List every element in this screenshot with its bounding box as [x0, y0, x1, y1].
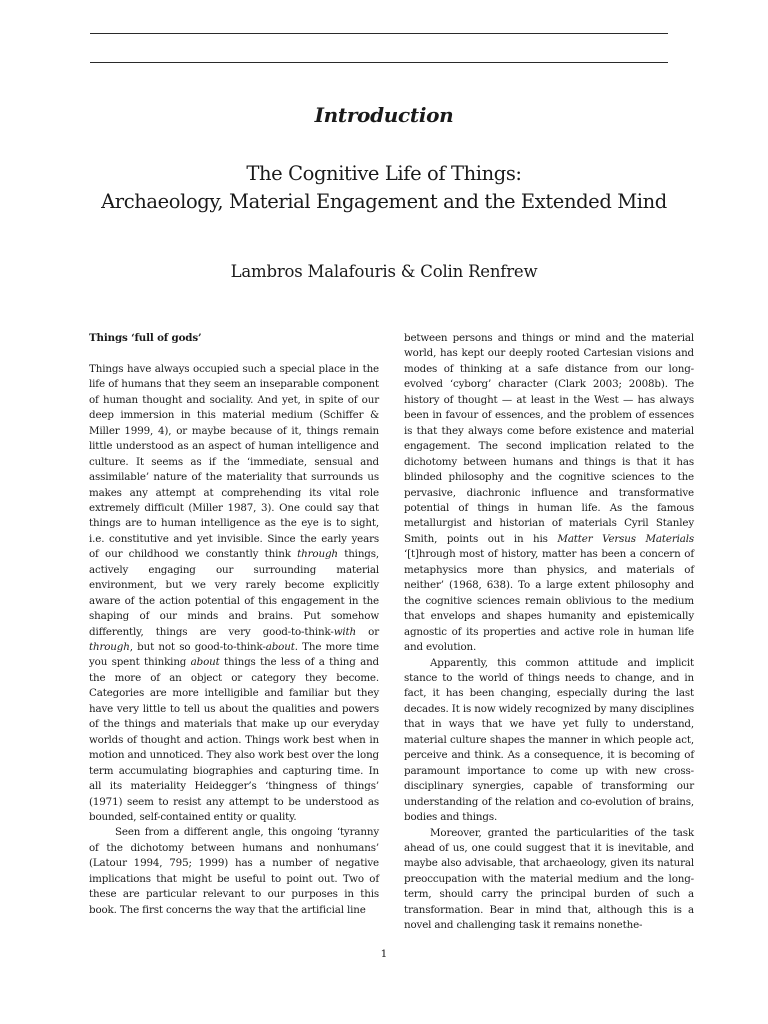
paragraph: Seen from a different angle, this ongoing ‘tyranny of the dichotomy between humans and nonhumans’ (Latour 1994, 795; 1999) has a number of negative implications that might be useful to point out. Two of these are particular relevant to our purposes in this book. The first concerns the way that the artificial line	[89, 826, 379, 916]
italic-phrase: with	[333, 625, 356, 638]
paragraph: between persons and things or mind and the material world, has kept our deeply rooted Cartesian visions and modes of thinking at a safe distance from our long-evolved ‘cyborg’ character (Clark 2003; 2008b). The history of thought — at least in the West — has always been in favour of essences, and the problem of essences is that they always come before existence and material engagement. The second implication related to the dichotomy between humans and things is that it has blinded philosophy and the cognitive sciences to the pervasive, diachronic influence and transformative potential of things in human life. As the famous metallurgist and historian of materials Cyril Stanley Smith, points out in his Matter Versus Materials ‘[t]hrough most of history, matter has been a concern of metaphysics more than physics, and materials of neither’ (1968, 638). To a large extent philosophy and the cognitive sciences remain oblivious to the medium that envelops and shapes humanity and epistemically agnostic of its properties and active role in human life and evolution.	[404, 332, 695, 654]
chapter-title-line-2: Archaeology, Material Engagement and the Extended Mind	[101, 190, 667, 213]
right-column	[404, 331, 694, 934]
chapter-title	[0, 160, 768, 216]
italic-phrase: Matter Versus Materials	[557, 532, 695, 545]
second-rule	[90, 62, 668, 63]
section-heading: Things ‘full of gods’	[89, 332, 202, 344]
chapter-title-line-1: The Cognitive Life of Things:	[246, 162, 522, 185]
italic-phrase: about	[265, 641, 295, 654]
left-column-body	[89, 362, 379, 918]
paragraph: Apparently, this common attitude and implicit stance to the world of things needs to change, and in fact, it has been changing, especially during the last decades. It is now widely recognized by many disciplines that in ways that we have yet fully to understand, material culture shapes the manner in which people act, perceive and think. As a consequence, it is becoming of paramount importance to come up with new cross-disciplinary synergies, capable of transforming our understanding of the relation and co-evolution of brains, bodies and things.	[404, 656, 694, 824]
chapter-label: Introduction	[314, 103, 454, 127]
italic-phrase: through	[297, 548, 338, 561]
authors: Lambros Malafouris & Colin Renfrew	[230, 262, 538, 281]
paragraph: Things have always occupied such a special place in the life of humans that they seem an inseparable component of human thought and sociality. And yet, in spite of our deep immersion in this material medium (Schiffer & Miller 1999, 4), or maybe because of it, things remain little understood as an aspect of human intelligence and culture. It seems as if the ‘immediate, sensual and assimilable’ nature of the materiality that surrounds us makes any attempt at comprehending its vital role extremely difficult (Miller 1987, 3). One could say that things are to human intelligence as the eye is to sight, i.e. constitutive and yet invisible. Since the early years of our childhood we constantly think through things, actively engaging our surrounding material environment, but we very rarely become explicitly aware of the action potential of this engagement in the shaping of our minds and brains. Put somehow differently, things are very good-to-think-with or through, but not so good-to-think-about. The more time you spent thinking about things the less of a thing and the more of an object or category they become. Categories are more intelligible and familiar but they have very little to tell us about the qualities and powers of the things and materials that make up our everyday worlds of thought and action. Things work best when in motion and unnoticed. They also work best over the long term accumulating biographies and capturing time. In all its materiality Heidegger’s ‘thingness of things’ (1971) seem to resist any attempt to be understood as bounded, self-contained entity or quality.	[89, 362, 379, 824]
left-column	[89, 331, 379, 918]
paragraph: Moreover, granted the particularities of the task ahead of us, one could suggest that it is inevitable, and maybe also advisable, that archaeology, given its natural preoccupation with the material medium and the long-term, should carry the principal burden of such a transformation. Bear in mind that, although this is a novel and challenging task it remains nonethe-	[404, 826, 694, 932]
top-rule	[90, 33, 668, 34]
italic-phrase: about	[190, 656, 220, 669]
italic-phrase: through	[89, 641, 130, 654]
page-number: 1	[380, 948, 388, 960]
